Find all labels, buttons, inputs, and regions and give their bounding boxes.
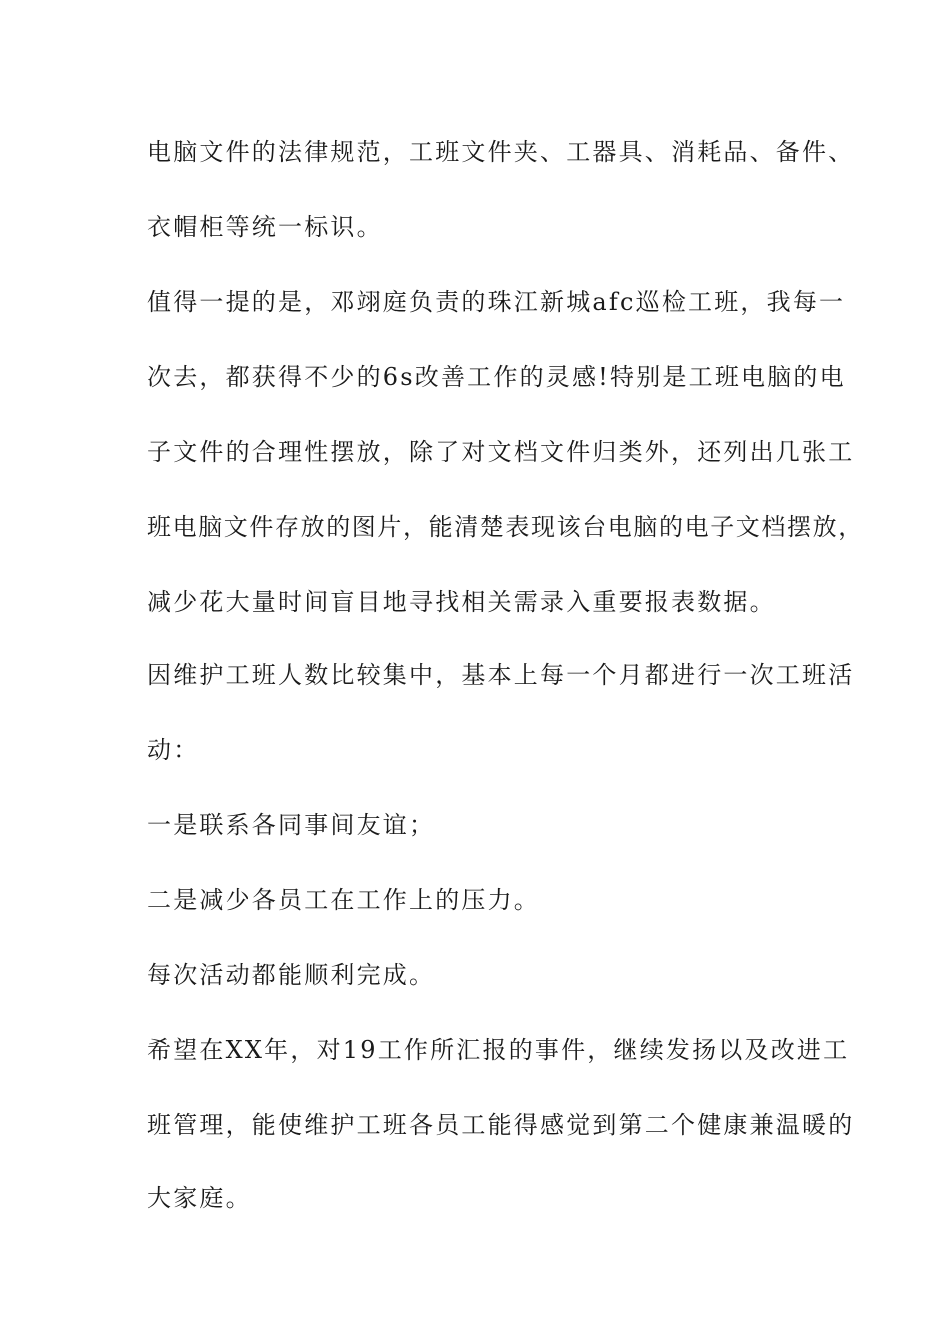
text-line-11: 二是减少各员工在工作上的压力。 [147,886,540,914]
text-line-10: 一是联系各同事间友谊； [147,811,436,839]
text-line-9: 动： [147,736,200,764]
text-line-6: 班电脑文件存放的图片，能清楚表现该台电脑的电子文档摆放， [147,513,864,541]
text-line-2: 衣帽柜等统一标识。 [147,213,383,241]
text-line-4: 次去，都获得不少的6s改善工作的灵感!特别是工班电脑的电 [147,363,846,391]
text-line-8: 因维护工班人数比较集中，基本上每一个月都进行一次工班活 [147,661,855,689]
text-line-5: 子文件的合理性摆放，除了对文档文件归类外，还列出几张工 [147,438,855,466]
text-line-7: 减少花大量时间盲目地寻找相关需录入重要报表数据。 [147,588,776,616]
text-line-14: 班管理，能使维护工班各员工能得感觉到第二个健康兼温暖的 [147,1111,855,1139]
text-line-15: 大家庭。 [147,1184,252,1212]
text-line-3: 值得一提的是，邓翊庭负责的珠江新城afc巡检工班，我每一 [147,288,846,316]
text-line-13: 希望在XX年，对19工作所汇报的事件，继续发扬以及改进工 [147,1036,850,1064]
text-line-12: 每次活动都能顺利完成。 [147,961,436,989]
text-line-1: 电脑文件的法律规范，工班文件夹、工器具、消耗品、备件、 [147,138,855,166]
